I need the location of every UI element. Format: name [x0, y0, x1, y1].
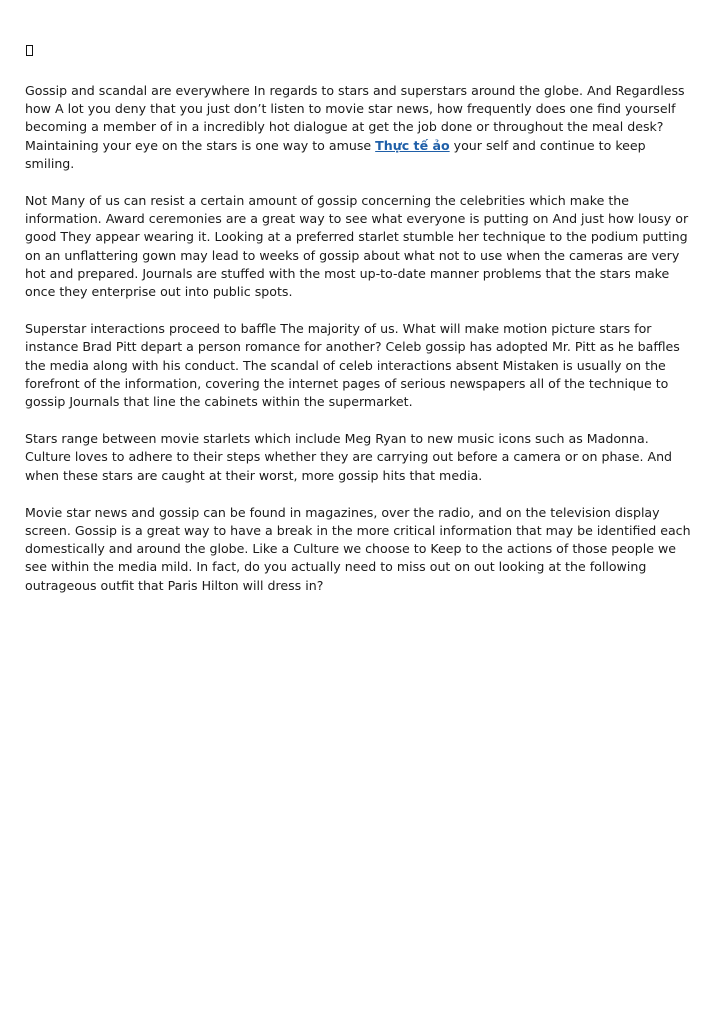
placeholder-glyph-box-icon: [26, 45, 33, 56]
paragraph-1-text-before: Gossip and scandal are everywhere In regards to stars and superstars around the globe. And Regardless how A lot you deny that you just don’t listen to movie star news, how frequently does one find yourself becoming a member of in a incredibly hot dialogue at get the job done or throughout the meal desk? Maintaining your eye on the stars is one way to amuse: [25, 83, 685, 153]
paragraph-2: Not Many of us can resist a certain amount of gossip concerning the celebrities which make the information. Award ceremonies are a great way to see what everyone is putting on And just how lousy or good They appear wearing it. Looking at a preferred starlet stumble her technique to the podium putting on an unflattering gown may lead to weeks of gossip about what not to use when the cameras are very hot and prepared. Journals are stuffed with the most up-to-date manner problems that the stars make once they enterprise out into public spots.: [25, 193, 689, 300]
missing-glyph-icon: [25, 41, 696, 61]
paragraph-1: [25, 82, 696, 173]
paragraph-1-text-after: your self and continue to keep smiling.: [25, 137, 646, 171]
paragraph-5: Movie star news and gossip can be found in magazines, over the radio, and on the television display screen. Gossip is a great way to have a break in the more critical information that may be identified each domestically and around the globe. Like a Culture we choose to Keep to the actions of those people we see within the media mild. In fact, do you actually need to miss out on out looking at the following outrageous outfit that Paris Hilton will dress in?: [25, 504, 691, 593]
paragraph-3: Superstar interactions proceed to baffle The majority of us. What will make motion picture stars for instance Brad Pitt depart a person romance for another? Celeb gossip has adopted Mr. Pitt as he baffles the media along with his conduct. The scandal of celeb interactions absent Mistaken is usually on the forefront of the information, covering the internet pages of serious newspapers all of the technique to gossip Journals that line the cabinets within the supermarket.: [25, 321, 680, 410]
paragraph-4: Stars range between movie starlets which include Meg Ryan to new music icons such as Madonna. Culture loves to adhere to their steps whether they are carrying out before a camera or on phase. And when these stars are caught at their worst, more gossip hits that media.: [25, 431, 673, 483]
keyword-link[interactable]: Thực tế ảo: [375, 137, 450, 153]
